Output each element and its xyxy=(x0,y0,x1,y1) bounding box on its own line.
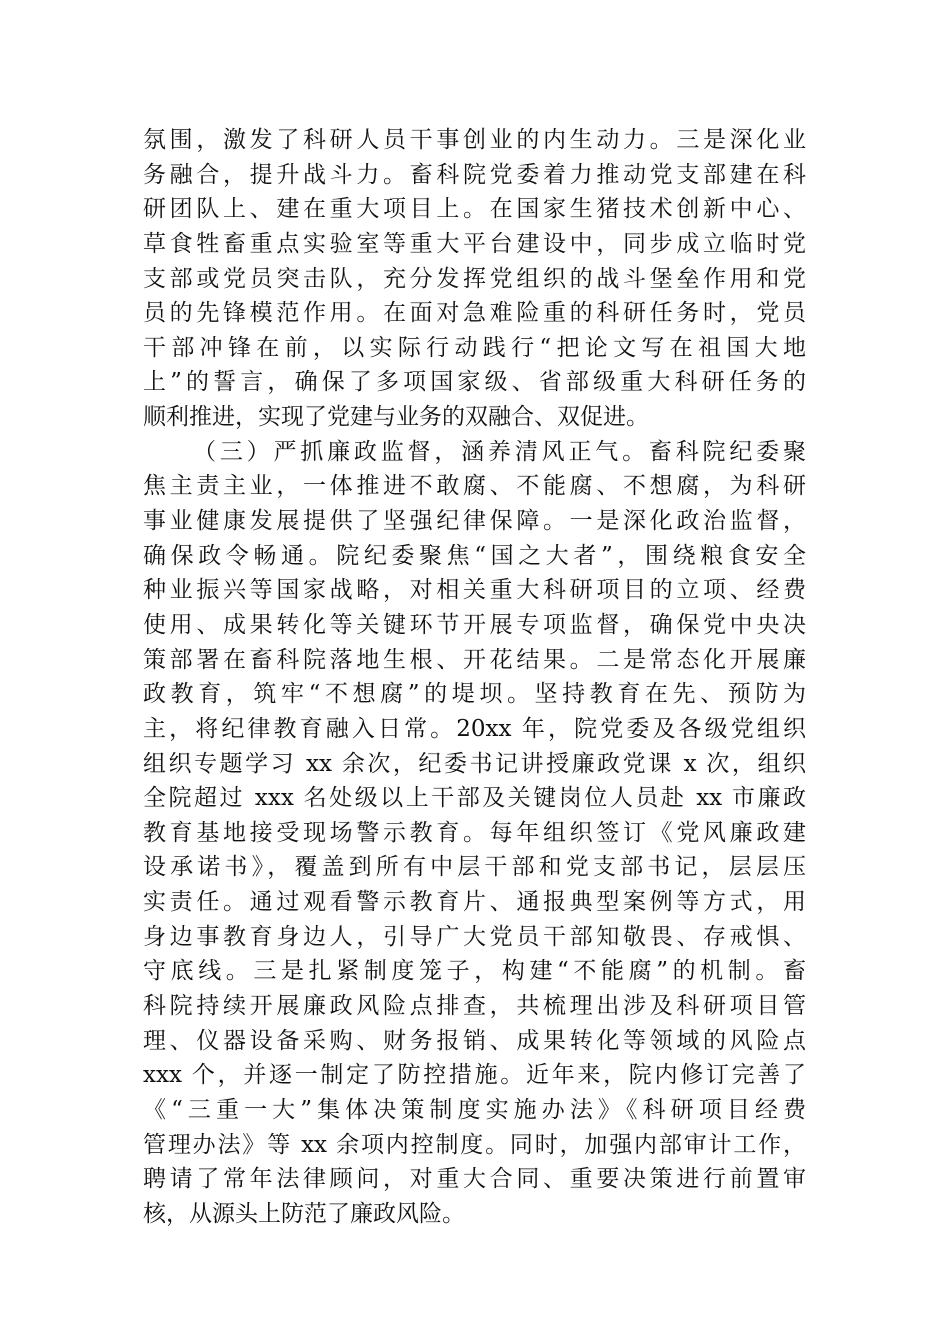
text-line: 使用、成果转化等关键环节开展专项监督，确保党中央决 xyxy=(143,611,806,638)
text-line: （三）严抓廉政监督，涵养清风正气。畜科院纪委聚 xyxy=(193,438,806,465)
text-line: 身边事教育身边人，引导广大党员干部知敬畏、存戒惧、 xyxy=(143,923,806,950)
text-line: 设承诺书》，覆盖到所有中层干部和党支部书记，层层压 xyxy=(143,854,806,881)
text-line: 聘请了常年法律顾问，对重大合同、重要决策进行前置审 xyxy=(143,1166,806,1193)
text-line: 氛围，激发了科研人员干事创业的内生动力。三是深化业 xyxy=(143,127,806,153)
text-line: 策部署在畜科院落地生根、开花结果。二是常态化开展廉 xyxy=(143,646,806,673)
text-line: 守底线。三是扎紧制度笼子，构建“不能腐”的机制。畜 xyxy=(143,958,806,985)
text-line: xxx 个，并逐一制定了防控措施。近年来，院内修订完善了 xyxy=(143,1062,806,1089)
text-line: 上”的誓言，确保了多项国家级、省部级重大科研任务的 xyxy=(143,369,806,396)
text-line: 务融合，提升战斗力。畜科院党委着力推动党支部建在科 xyxy=(143,161,806,188)
text-line: 支部或党员突击队，充分发挥党组织的战斗堡垒作用和党 xyxy=(143,265,806,292)
text-line: 《“三重一大”集体决策制度实施办法》《科研项目经费 xyxy=(143,1096,806,1123)
text-line: 研团队上、建在重大项目上。在国家生猪技术创新中心、 xyxy=(143,196,806,223)
text-line: 全院超过 xxx 名处级以上干部及关键岗位人员赴 xx 市廉政 xyxy=(143,785,806,812)
text-line: 干部冲锋在前，以实际行动践行“把论文写在祖国大地 xyxy=(143,334,806,361)
document-page xyxy=(143,123,806,1232)
text-line: 事业健康发展提供了坚强纪律保障。一是深化政治监督， xyxy=(143,508,806,535)
text-line: 员的先锋模范作用。在面对急难险重的科研任务时，党员 xyxy=(143,300,806,327)
text-line: 理、仪器设备采购、财务报销、成果转化等领域的风险点 xyxy=(143,1027,806,1054)
text-line: 焦主责主业，一体推进不敢腐、不能腐、不想腐，为科研 xyxy=(143,473,806,500)
paragraph-integrity-supervision xyxy=(143,435,806,1232)
text-line: 政教育，筑牢“不想腐”的堤坝。坚持教育在先、预防为 xyxy=(143,681,806,708)
text-line: 实责任。通过观看警示教育片、通报典型案例等方式，用 xyxy=(143,889,806,916)
text-line: 核，从源头上防范了廉政风险。 xyxy=(143,1200,465,1227)
text-line: 管理办法》等 xx 余项内控制度。同时，加强内部审计工作， xyxy=(143,1131,806,1158)
text-line: 主，将纪律教育融入日常。20xx 年，院党委及各级党组织 xyxy=(143,715,806,742)
text-line: 科院持续开展廉政风险点排查，共梳理出涉及科研项目管 xyxy=(143,993,806,1020)
text-line: 确保政令畅通。院纪委聚焦“国之大者”，围绕粮食安全 xyxy=(143,542,806,569)
text-line: 组织专题学习 xx 余次，纪委书记讲授廉政党课 x 次，组织 xyxy=(143,750,806,777)
text-line: 教育基地接受现场警示教育。每年组织签订《党风廉政建 xyxy=(143,819,806,846)
text-line: 顺利推进，实现了党建与业务的双融合、双促进。 xyxy=(143,404,649,431)
text-line: 草食牲畜重点实验室等重大平台建设中，同步成立临时党 xyxy=(143,230,806,257)
paragraph-party-building-continued xyxy=(143,123,806,435)
text-line: 种业振兴等国家战略，对相关重大科研项目的立项、经费 xyxy=(143,577,806,604)
